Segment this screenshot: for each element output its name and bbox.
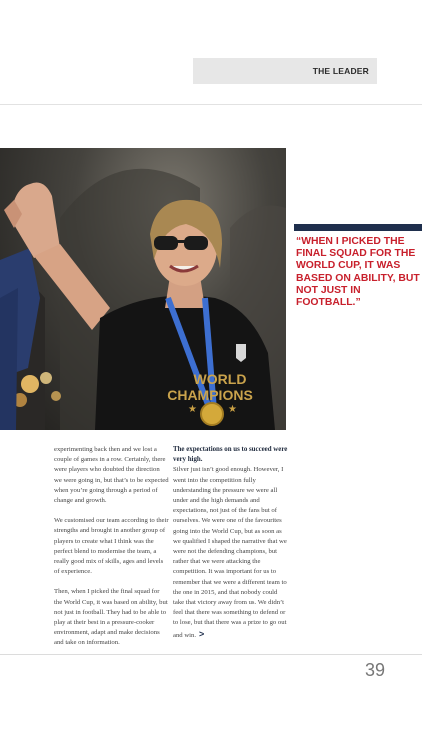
header-divider bbox=[0, 104, 422, 105]
quote-accent-bar bbox=[294, 224, 422, 231]
page-number: 39 bbox=[364, 660, 385, 680]
article-paragraph bbox=[173, 465, 289, 640]
subheading: The expectations on us to succeed were very high. bbox=[173, 446, 288, 464]
article-column-left bbox=[54, 445, 169, 659]
article-column-right bbox=[173, 445, 289, 651]
svg-text:★: ★ bbox=[188, 404, 197, 415]
article-paragraph: We customised our team according to their strengths and brought in another group of players to create what I think was the perfect blend to modernise the team, a really good mix of skills, ages and levels of experience. bbox=[54, 517, 169, 576]
shirt-text-line2: CHAMPIONS bbox=[167, 387, 253, 403]
continue-arrow-icon: > bbox=[199, 628, 205, 639]
pull-quote: “WHEN I PICKED THE FINAL SQUAD FOR THE WORLD CUP, IT WAS BASED ON ABILITY, BUT NOT JUST IN FOOTBALL.” bbox=[296, 236, 420, 309]
footer-divider bbox=[0, 654, 422, 655]
article-paragraph-text: Silver just isn’t good enough. However, I went into the competition fully understanding the pressure we were all under and the high demands and expectations, not just of the fans but of ourselves. We were one of the favourites going into the World Cup, but as soon as we qualified I shaped the narrative that we were not the defending champions, but rather that we were attacking the competition. It was important for us to remember that we were a different team to the one in 2015, and that nobody could take that victory away from us. We didn’t feel that there was something to defend or to lose, but that there was a prize to go out and win. bbox=[173, 466, 287, 639]
section-label: THE LEADER bbox=[193, 58, 377, 84]
shirt-text-line1: WORLD bbox=[193, 371, 247, 387]
celebration-illustration bbox=[0, 148, 286, 430]
svg-text:★: ★ bbox=[228, 404, 237, 415]
article-paragraph: experimenting back then and we lost a couple of games in a row. Certainly, there were players who doubted the direction we were going in, but that’s to be expected when you’re going through a period of change and growth. bbox=[54, 446, 169, 505]
article-paragraph: Then, when I picked the final squad for the World Cup, it was based on ability, but not just in football. They had to be able to play at their best in a pressure-cooker environment, adapt and make decisions and take on information. bbox=[54, 588, 168, 647]
hero-photo bbox=[0, 148, 286, 430]
